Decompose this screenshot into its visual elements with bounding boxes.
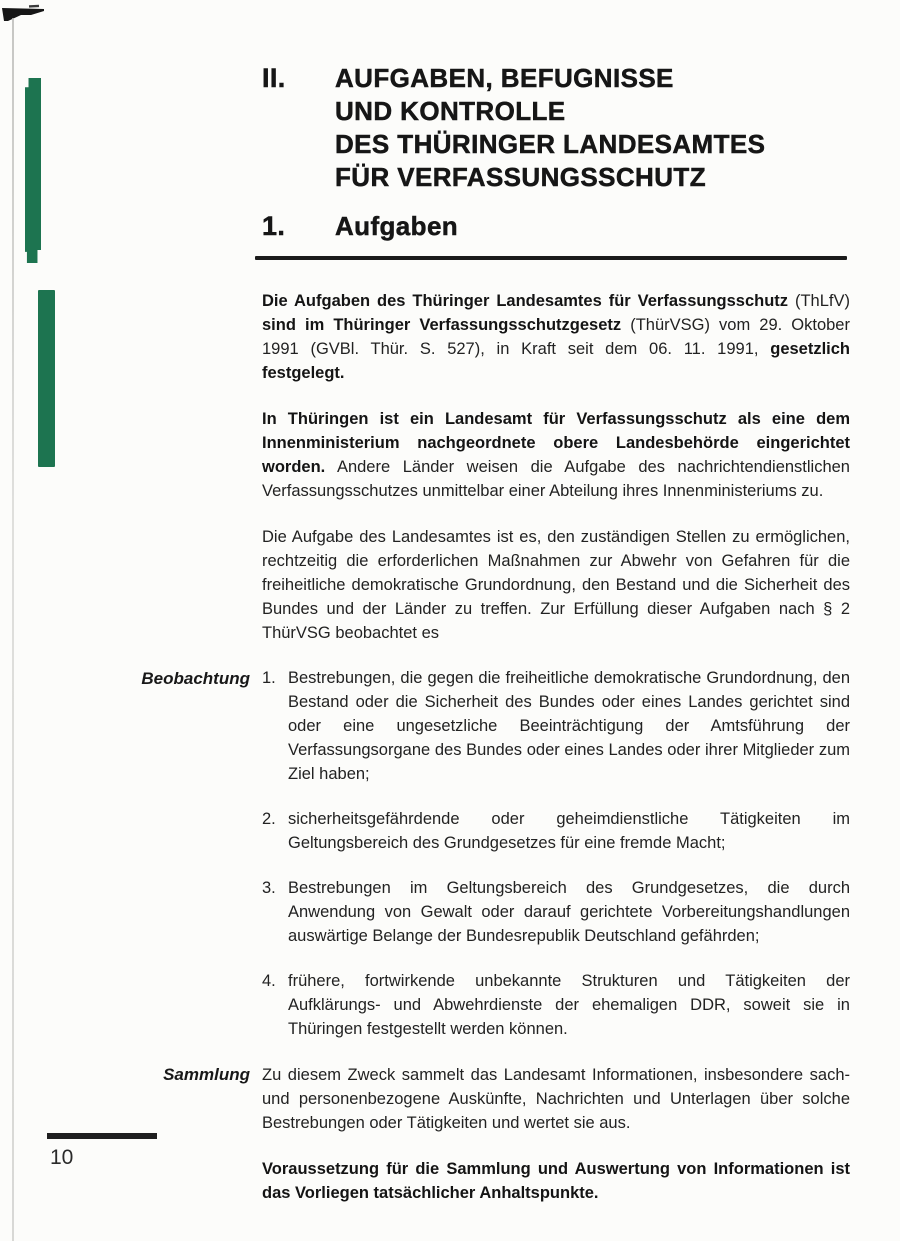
intro-p2-bold-1: In Thüringen ist ein Landesamt für Verfassungsschutz als eine dem Innenministerium nachgeordnete obere Landesbehörde eingerichtet worden. xyxy=(262,410,850,476)
sammlung-paragraph: Zu diesem Zweck sammelt das Landesamt Informationen, insbesondere sach- und personenbezogene Auskünfte, Nachrichten und Unterlagen über solche Bestrebungen oder Tätigkeiten und wertet sie aus. xyxy=(262,1066,850,1132)
list-item-number: 1. xyxy=(262,669,276,687)
intro-p1-bold-1: Die Aufgaben des Thüringer Landesamtes für Verfassungsschutz xyxy=(262,292,789,310)
beobachtung-block xyxy=(60,645,850,1041)
main-column xyxy=(60,62,850,1205)
intro-p1-regular-2: (ThürVSG) vom 29. Oktober 1991 (GVBl. Thür. S. 527), in Kraft seit dem 06. 11. 1991, xyxy=(262,316,850,358)
intro-p2-regular-1: Andere Länder weisen die Aufgabe des nachrichtendienstlichen Verfassungsschutzes unmittelbar einer Abteilung ihres Innenministeriums zu. xyxy=(262,458,850,500)
margin-label-beobachtung: Beobachtung xyxy=(141,669,250,688)
green-binding-bar-top xyxy=(25,78,41,263)
green-binding-bar-bottom xyxy=(38,290,55,467)
chapter-title-line: AUFGABEN, BEFUGNISSE xyxy=(335,63,674,93)
list-item-number: 4. xyxy=(262,972,276,990)
section-heading xyxy=(262,210,850,243)
scan-corner-mark xyxy=(0,2,60,32)
list-item-text: frühere, fortwirkende unbekannte Strukturen und Tätigkeiten der Aufklärungs- und Abwehrdienste der ehemaligen DDR, soweit sie in Thüringen festgestellt werden können. xyxy=(288,972,850,1038)
list-item xyxy=(262,666,850,786)
list-item xyxy=(262,876,850,948)
chapter-number: II. xyxy=(262,63,286,93)
chapter-title xyxy=(335,62,765,194)
list-item-number: 3. xyxy=(262,879,276,897)
section-divider-rule xyxy=(255,256,847,260)
intro-p1-regular-1: (ThLfV) xyxy=(794,292,850,310)
list-item-text: Bestrebungen, die gegen die freiheitliche demokratische Grundordnung, den Bestand oder die Sicherheit des Bundes oder eines Landes gerichtet sind oder eine ungesetzliche Beeinträchtigung der Amtsführung der Verfassungsorgane des Bundes oder eines Landes oder ihrer Mitglieder zum Ziel haben; xyxy=(288,669,850,783)
chapter-heading-row xyxy=(60,62,850,645)
footer-rule xyxy=(47,1133,157,1139)
page-number: 10 xyxy=(50,1146,74,1169)
list-item xyxy=(262,807,850,855)
intro-p1-bold-2: sind im Thüringer Verfassungsschutzgesetz xyxy=(262,316,622,334)
list-item xyxy=(262,969,850,1041)
closing-block xyxy=(60,1135,850,1205)
chapter-title-line: UND KONTROLLE xyxy=(335,96,566,126)
list-item-text: Bestrebungen im Geltungsbereich des Grundgesetzes, die durch Anwendung von Gewalt oder darauf gerichtete Vorbereitungshandlungen auswärtige Belange der Bundesrepublik Deutschland gefährden; xyxy=(288,879,850,945)
intro-paragraph-2 xyxy=(262,407,850,503)
section-title: Aufgaben xyxy=(335,211,459,241)
chapter-heading xyxy=(262,62,850,194)
list-item-number: 2. xyxy=(262,810,276,828)
chapter-title-line: DES THÜRINGER LANDESAMTES xyxy=(335,129,766,159)
margin-label-sammlung: Sammlung xyxy=(163,1065,250,1084)
sammlung-block xyxy=(60,1041,850,1135)
list-item-text: sicherheitsgefährdende oder geheimdienstliche Tätigkeiten im Geltungsbereich des Grundgesetzes für eine fremde Macht; xyxy=(288,810,850,852)
intro-paragraph-1 xyxy=(262,289,850,385)
intro-paragraph-3: Die Aufgabe des Landesamtes ist es, den zuständigen Stellen zu ermöglichen, rechtzeitig die erforderlichen Maßnahmen zur Abwehr von Gefahren für die freiheitliche demokratische Grundordnung, den Bestand und die Sicherheit des Bundes und der Länder zu treffen. Zur Erfüllung dieser Aufgaben nach § 2 ThürVSG beobachtet es xyxy=(262,528,850,642)
chapter-title-line: FÜR VERFASSUNGSSCHUTZ xyxy=(335,162,706,192)
closing-paragraph: Voraussetzung für die Sammlung und Auswertung von Informationen ist das Vorliegen tatsächlicher Anhaltspunkte. xyxy=(262,1160,850,1202)
section-number: 1. xyxy=(262,211,286,241)
intro-p1-bold-3: gesetzlich festgelegt. xyxy=(262,340,851,382)
scan-edge-line xyxy=(12,18,14,1241)
